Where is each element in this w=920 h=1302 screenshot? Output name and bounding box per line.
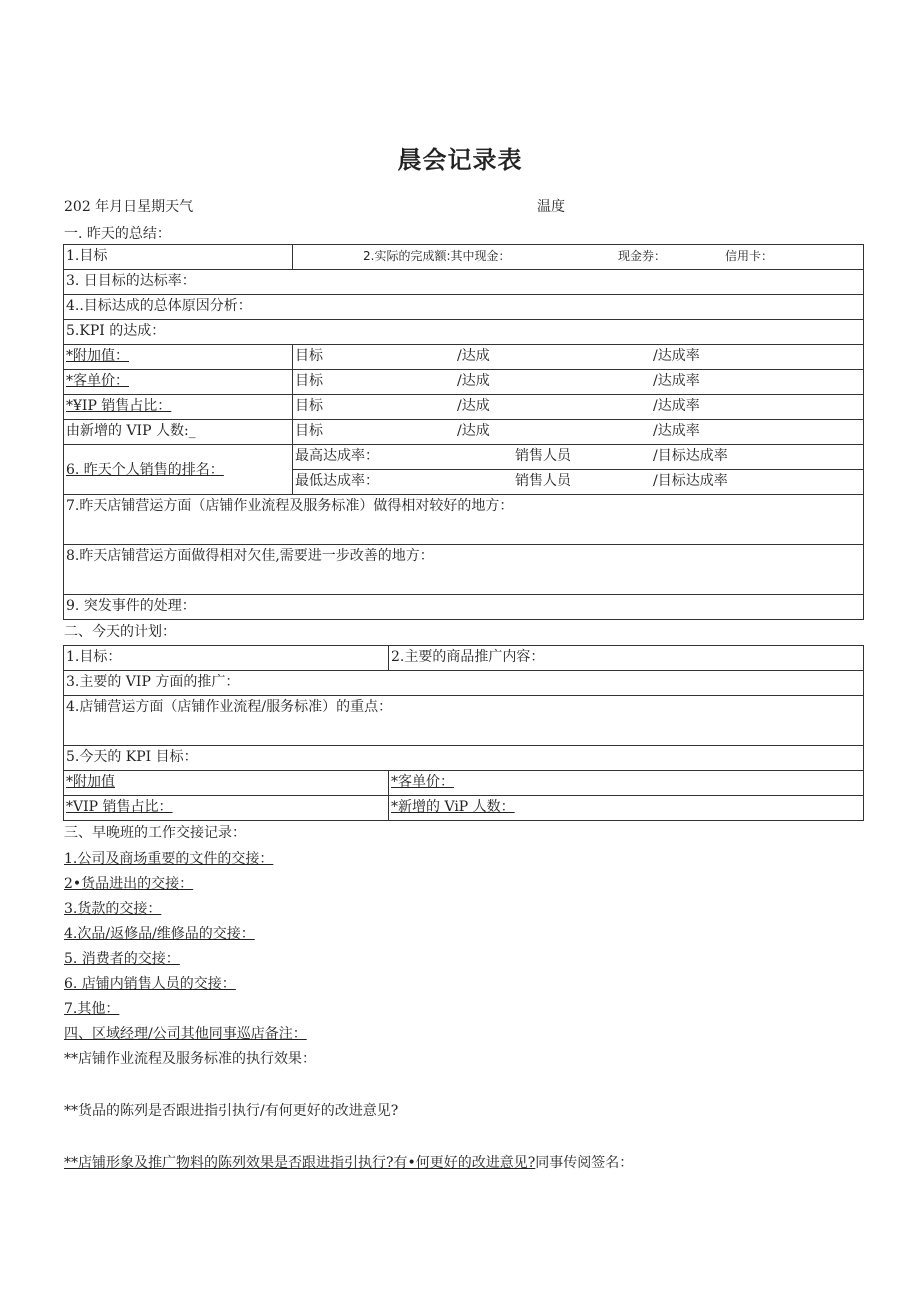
today-plan-table xyxy=(63,645,864,821)
handover-item: 1.公司及商场重要的文件的交接： xyxy=(64,851,274,867)
credit-card-label: 信用卡： xyxy=(725,249,774,263)
page-title: 晨会记录表 xyxy=(397,146,523,174)
kpi-target: 目标 xyxy=(295,398,323,414)
kpi-achievement-cell: 5.KPI 的达成： xyxy=(64,320,864,345)
kpi-label: *客单价： xyxy=(66,373,129,389)
handover-item: 3.货款的交接： xyxy=(64,901,162,917)
kpi-values xyxy=(293,420,864,445)
good-points-cell: 7.昨天店铺营运方面（店铺作业流程及服务标准）做得相对较好的地方： xyxy=(64,495,864,545)
kpi-actual: /达成 xyxy=(457,423,490,439)
section-today-heading: 二、今天的计划： xyxy=(64,624,176,640)
kpi-label: *附加值： xyxy=(66,348,129,364)
sales-person-label: 销售人员 xyxy=(515,448,571,464)
lowest-rate-row xyxy=(293,470,864,495)
reason-analysis-cell: 4..目标达成的总体原因分析： xyxy=(64,295,864,320)
handover-item: 2•货品进出的交接： xyxy=(64,876,194,892)
lowest-rate-label: 最低达成率： xyxy=(295,473,379,489)
kpi-values xyxy=(293,370,864,395)
actual-cash-label: 2.实际的完成额:其中现金： xyxy=(363,249,511,263)
today-kpi-cell: 5.今天的 KPI 目标： xyxy=(64,746,864,771)
vip-promo-cell: 3.主要的 VIP 方面的推广： xyxy=(64,671,864,696)
product-promo-cell: 2.主要的商品推广内容： xyxy=(389,646,864,671)
kpi-label: *¥IP 销售占比： xyxy=(66,398,172,414)
notes-sop-line: **店铺作业流程及服务标准的执行效果： xyxy=(64,1051,316,1067)
handover-item: 4.次品/返修品/维修品的交接： xyxy=(64,926,255,942)
kpi-actual: /达成 xyxy=(457,373,490,389)
notes-image-line xyxy=(64,1153,633,1173)
kpi-values xyxy=(293,395,864,420)
target-rate-cell: 3. 日目标的达标率： xyxy=(64,270,864,295)
temperature-label: 温度 xyxy=(537,199,565,215)
kpi-row xyxy=(64,420,864,445)
colleague-signature-label: 同事传阅签名： xyxy=(535,1155,634,1171)
ops-focus-cell: 4.店铺营运方面（店铺作业流程/服务标准）的重点： xyxy=(64,696,864,746)
yesterday-actual-cell xyxy=(293,245,864,270)
today-target-cell: 1.目标： xyxy=(64,646,389,671)
section-notes-heading: 四、区域经理/公司其他同事巡店备注： xyxy=(64,1026,307,1042)
target-achieve-rate-label: /目标达成率 xyxy=(653,473,728,489)
improvement-cell: 8.昨天店铺营运方面做得相对欠佳,需要进一步改善的地方： xyxy=(64,545,864,595)
section-handover-heading: 三、早晚班的工作交接记录： xyxy=(64,825,246,841)
kpi-actual: /达成 xyxy=(457,348,490,364)
yesterday-target-cell: 1.目标 xyxy=(64,245,293,270)
handover-item: 5. 消费者的交接： xyxy=(64,951,180,967)
section-yesterday-heading: 一. 昨天的总结： xyxy=(64,226,171,242)
kpi-actual: /达成 xyxy=(457,398,490,414)
handover-item: 6. 店铺内销售人员的交接： xyxy=(64,976,236,992)
sales-ranking-label: 6. 昨天个人销售的排名： xyxy=(66,461,224,478)
incident-handling-cell: 9. 突发事件的处理： xyxy=(64,595,864,620)
kpi-rate: /达成率 xyxy=(653,348,700,364)
handover-item: 7.其他： xyxy=(64,1001,120,1017)
yesterday-summary-table xyxy=(63,244,864,620)
kpi-rate: /达成率 xyxy=(653,398,700,414)
notes-image-question: **店铺形象及推广物料的陈列效果是否跟进指引执行?有•何更好的改进意见? xyxy=(64,1155,536,1171)
highest-rate-label: 最高达成率： xyxy=(295,448,379,464)
kpi-rate: /达成率 xyxy=(653,423,700,439)
kpi-row xyxy=(64,370,864,395)
target-achieve-rate-label: /目标达成率 xyxy=(653,448,728,464)
date-weather-line: 202 年月日星期天气 xyxy=(64,199,194,215)
kpi-target: 目标 xyxy=(295,348,323,364)
kpi-values xyxy=(293,345,864,370)
unit-price-label: *客单价： xyxy=(391,774,454,790)
kpi-rate: /达成率 xyxy=(653,373,700,389)
kpi-target: 目标 xyxy=(295,423,323,439)
vip-ratio-label: *VIP 销售占比： xyxy=(66,799,173,815)
kpi-row xyxy=(64,345,864,370)
highest-rate-row xyxy=(293,445,864,470)
kpi-row xyxy=(64,395,864,420)
kpi-target: 目标 xyxy=(295,373,323,389)
kpi-label: 由新增的 VIP 人数:_ xyxy=(66,423,196,439)
coupon-label: 现金券： xyxy=(618,249,667,263)
sales-ranking-cell xyxy=(64,445,293,495)
notes-display-line: **货品的陈列是否跟进指引执行/有何更好的改进意见? xyxy=(64,1103,399,1119)
new-vip-count-label: *新增的 ViP 人数： xyxy=(391,799,515,815)
sales-person-label: 销售人员 xyxy=(515,473,571,489)
addon-value-label: *附加值 xyxy=(66,774,115,790)
